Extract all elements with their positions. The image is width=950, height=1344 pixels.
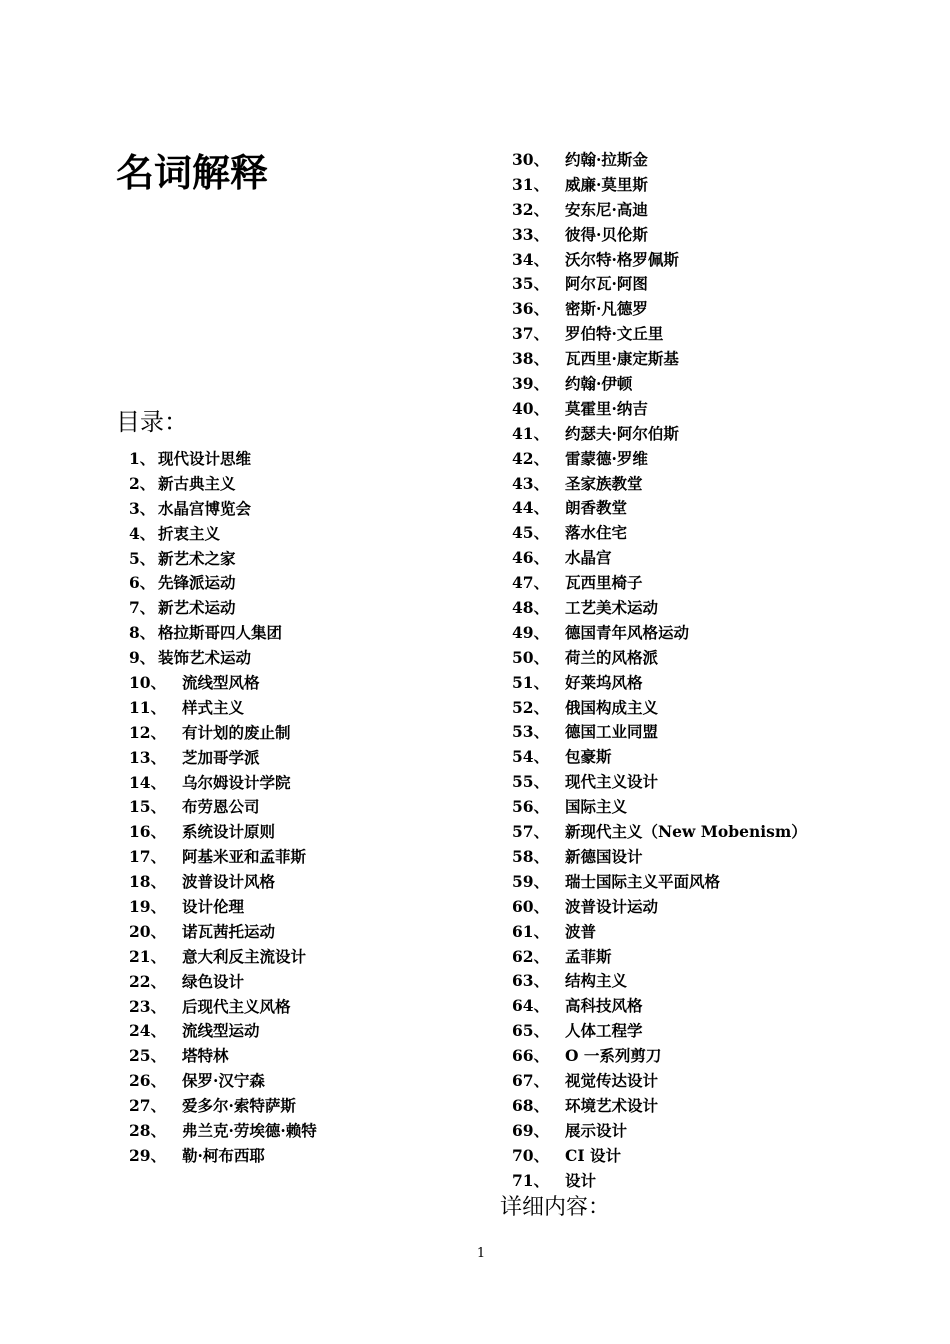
toc-item-text: 圣家族教堂	[565, 473, 643, 493]
toc-item-text: 阿基米亚和孟菲斯	[182, 847, 307, 867]
toc-item-text: 瓦西里·康定斯基	[565, 349, 679, 369]
toc-item-number: 46、	[512, 548, 550, 568]
toc-item	[129, 1094, 479, 1119]
toc-item-number: 54、	[512, 747, 550, 767]
toc-item-text: 雷蒙德·罗维	[565, 448, 648, 468]
toc-item	[129, 472, 479, 497]
toc-item-number: 66、	[512, 1046, 550, 1066]
toc-item-text: 诺瓦茜托运动	[182, 921, 276, 941]
toc-list-right	[512, 148, 932, 1193]
toc-item-text: 流线型运动	[182, 1021, 260, 1041]
toc-item-text: 德国工业同盟	[565, 722, 659, 742]
toc-item-text: 保罗·汉宁森	[182, 1071, 265, 1091]
toc-item	[129, 795, 479, 820]
toc-item-number: 62、	[512, 946, 550, 966]
toc-item	[129, 571, 479, 596]
toc-item-text: 爱多尔·索特萨斯	[182, 1096, 296, 1116]
toc-item-text: 格拉斯哥四人集团	[158, 623, 283, 643]
toc-item-number: 3、	[129, 498, 156, 518]
toc-item-number: 21、	[129, 946, 167, 966]
toc-item	[129, 970, 479, 995]
toc-item-number: 67、	[512, 1070, 550, 1090]
toc-item-number: 71、	[512, 1170, 550, 1190]
toc-item	[512, 223, 932, 248]
toc-item-text: 朗香教堂	[565, 498, 628, 518]
toc-item-text: 人体工程学	[565, 1021, 643, 1041]
toc-item	[129, 596, 479, 621]
toc-item	[512, 148, 932, 173]
toc-item-number: 52、	[512, 697, 550, 717]
toc-item-number: 32、	[512, 199, 550, 219]
toc-item	[512, 173, 932, 198]
page-number: 1	[476, 1246, 486, 1261]
toc-item-text: 彼得·贝伦斯	[565, 224, 648, 244]
toc-item-number: 68、	[512, 1095, 550, 1115]
toc-item	[129, 1019, 479, 1044]
toc-item	[129, 721, 479, 746]
toc-item-number: 40、	[512, 398, 550, 418]
toc-item	[129, 895, 479, 920]
toc-item	[512, 696, 932, 721]
toc-item	[512, 646, 932, 671]
toc-item-text: 设计伦理	[182, 897, 245, 917]
toc-item-number: 58、	[512, 846, 550, 866]
toc-item-text: 俄国构成主义	[565, 697, 659, 717]
toc-item	[512, 297, 932, 322]
toc-item-number: 37、	[512, 324, 550, 344]
toc-item-text: 阿尔瓦·阿图	[565, 274, 648, 294]
toc-item-number: 33、	[512, 224, 550, 244]
toc-item	[512, 870, 932, 895]
toc-item-number: 48、	[512, 598, 550, 618]
toc-item-number: 41、	[512, 423, 550, 443]
toc-item-text: 装饰艺术运动	[158, 648, 252, 668]
toc-item-number: 16、	[129, 822, 167, 842]
toc-item-number: 11、	[129, 697, 167, 717]
toc-item	[512, 845, 932, 870]
toc-item	[512, 322, 932, 347]
toc-item-number: 17、	[129, 847, 167, 867]
toc-item-number: 8、	[129, 623, 156, 643]
toc-item-text: 视觉传达设计	[565, 1070, 659, 1090]
toc-item-text: 样式主义	[182, 697, 245, 717]
toc-item-text: 波普设计风格	[182, 872, 276, 892]
toc-item-number: 53、	[512, 722, 550, 742]
toc-item	[512, 1144, 932, 1169]
toc-item	[512, 372, 932, 397]
toc-item-text: 新艺术之家	[158, 548, 236, 568]
toc-item-number: 38、	[512, 349, 550, 369]
toc-item	[512, 745, 932, 770]
toc-item-number: 28、	[129, 1121, 167, 1141]
toc-item	[129, 671, 479, 696]
toc-item-text: 新现代主义（New Mobenism）	[565, 822, 807, 842]
toc-item-number: 12、	[129, 722, 167, 742]
toc-item-text: 水晶宫	[565, 548, 612, 568]
toc-item-number: 60、	[512, 896, 550, 916]
toc-item-text: 环境艺术设计	[565, 1095, 659, 1115]
toc-item-text: 意大利反主流设计	[182, 946, 307, 966]
toc-item-text: 孟菲斯	[565, 946, 612, 966]
toc-item-text: 乌尔姆设计学院	[182, 772, 291, 792]
toc-item-number: 55、	[512, 772, 550, 792]
toc-item	[129, 845, 479, 870]
toc-item-text: 先锋派运动	[158, 573, 236, 593]
toc-item-text: 设计	[565, 1170, 597, 1190]
toc-item	[129, 1069, 479, 1094]
toc-item	[512, 1019, 932, 1044]
toc-item-number: 7、	[129, 598, 156, 618]
toc-item-number: 5、	[129, 548, 156, 568]
toc-item-number: 22、	[129, 971, 167, 991]
toc-item	[512, 546, 932, 571]
toc-item-number: 69、	[512, 1120, 550, 1140]
toc-item	[129, 746, 479, 771]
toc-item-number: 10、	[129, 673, 167, 692]
toc-item-number: 30、	[512, 150, 550, 169]
toc-item-text: 高科技风格	[565, 996, 643, 1016]
toc-item	[512, 795, 932, 820]
toc-item-number: 47、	[512, 573, 550, 593]
toc-item	[512, 596, 932, 621]
toc-item-text: 芝加哥学派	[182, 747, 260, 767]
toc-item-number: 13、	[129, 747, 167, 767]
toc-item	[512, 671, 932, 696]
toc-item	[512, 1044, 932, 1069]
toc-item-text: 工艺美术运动	[565, 598, 659, 618]
toc-item	[129, 771, 479, 796]
toc-item-text: 包豪斯	[565, 747, 612, 767]
toc-item-number: 24、	[129, 1021, 167, 1041]
toc-item-text: 塔特林	[182, 1046, 229, 1066]
toc-item-text: 新德国设计	[565, 846, 643, 866]
toc-item-number: 51、	[512, 672, 550, 692]
toc-item-number: 4、	[129, 523, 156, 543]
toc-item-number: 61、	[512, 921, 550, 941]
toc-item-number: 59、	[512, 871, 550, 891]
toc-item-number: 20、	[129, 921, 167, 941]
toc-item-text: 新古典主义	[158, 473, 236, 493]
toc-item-text: 密斯·凡德罗	[565, 299, 648, 319]
toc-item-number: 9、	[129, 648, 156, 668]
toc-item-text: 展示设计	[565, 1120, 628, 1140]
toc-item-text: 弗兰克·劳埃德·赖特	[182, 1121, 317, 1141]
toc-item	[512, 621, 932, 646]
toc-item-number: 35、	[512, 274, 550, 294]
toc-item	[512, 1069, 932, 1094]
toc-item	[512, 521, 932, 546]
toc-item-text: O 一系列剪刀	[565, 1046, 662, 1066]
toc-item	[512, 1094, 932, 1119]
toc-item	[129, 920, 479, 945]
toc-item	[512, 347, 932, 372]
toc-item-number: 43、	[512, 473, 550, 493]
toc-item-text: 现代主义设计	[565, 772, 659, 792]
toc-item-text: 水晶宫博览会	[158, 498, 252, 518]
toc-list-left-single	[129, 447, 479, 671]
toc-item-number: 6、	[129, 573, 156, 593]
toc-item	[129, 547, 479, 572]
toc-item-number: 64、	[512, 996, 550, 1016]
toc-item-number: 34、	[512, 249, 550, 269]
toc-item-number: 57、	[512, 822, 550, 842]
toc-item-text: 现代设计思维	[158, 449, 252, 468]
toc-item	[129, 870, 479, 895]
toc-item-text: 安东尼·高迪	[565, 199, 648, 219]
toc-item	[512, 198, 932, 223]
toc-item-number: 29、	[129, 1145, 167, 1165]
toc-item-number: 44、	[512, 498, 550, 518]
toc-item-text: 波普设计运动	[565, 896, 659, 916]
toc-item-number: 45、	[512, 523, 550, 543]
toc-item	[129, 696, 479, 721]
toc-item-text: 后现代主义风格	[182, 996, 291, 1016]
toc-item-number: 56、	[512, 797, 550, 817]
toc-item-number: 42、	[512, 448, 550, 468]
toc-item-number: 1、	[129, 449, 156, 468]
toc-item-text: 瑞士国际主义平面风格	[565, 871, 721, 891]
toc-item	[512, 422, 932, 447]
toc-item-text: 系统设计原则	[182, 822, 276, 842]
toc-item-number: 70、	[512, 1145, 550, 1165]
toc-item-text: 新艺术运动	[158, 598, 236, 618]
toc-item-number: 19、	[129, 897, 167, 917]
toc-item	[512, 447, 932, 472]
toc-item-text: 莫霍里·纳吉	[565, 398, 648, 418]
toc-item-number: 23、	[129, 996, 167, 1016]
page-title: 名词解释	[116, 151, 269, 195]
toc-heading: 目录：	[116, 408, 188, 436]
toc-item	[512, 571, 932, 596]
toc-item-number: 65、	[512, 1021, 550, 1041]
toc-item-text: 国际主义	[565, 797, 628, 817]
toc-item-number: 36、	[512, 299, 550, 319]
toc-item	[129, 621, 479, 646]
toc-item	[512, 272, 932, 297]
toc-item	[512, 969, 932, 994]
toc-item	[129, 1044, 479, 1069]
toc-item-number: 50、	[512, 647, 550, 667]
toc-item-number: 31、	[512, 174, 550, 194]
toc-item	[512, 820, 932, 845]
toc-item-number: 2、	[129, 473, 156, 493]
toc-item-number: 14、	[129, 772, 167, 792]
toc-item-number: 15、	[129, 797, 167, 817]
toc-item-text: 落水住宅	[565, 523, 628, 543]
toc-item-text: 波普	[565, 921, 597, 941]
toc-item-text: 勒·柯布西耶	[182, 1145, 265, 1165]
toc-item	[129, 945, 479, 970]
toc-item-text: 结构主义	[565, 971, 628, 991]
toc-item	[129, 820, 479, 845]
toc-item	[512, 472, 932, 497]
toc-item-text: 有计划的废止制	[182, 722, 291, 742]
toc-item-number: 25、	[129, 1046, 167, 1066]
toc-item-text: 好莱坞风格	[565, 672, 643, 692]
toc-item	[512, 945, 932, 970]
toc-item	[129, 1119, 479, 1144]
toc-item-number: 63、	[512, 971, 550, 991]
toc-item-text: 折衷主义	[158, 523, 221, 543]
toc-item-text: 流线型风格	[182, 673, 260, 692]
toc-item	[512, 994, 932, 1019]
detail-heading: 详细内容：	[500, 1195, 611, 1220]
toc-item-number: 27、	[129, 1096, 167, 1116]
toc-item-text: 布劳恩公司	[182, 797, 260, 817]
toc-item-text: 德国青年风格运动	[565, 622, 690, 642]
toc-item	[129, 1144, 479, 1169]
toc-item	[129, 447, 479, 472]
toc-item-text: 约瑟夫·阿尔伯斯	[565, 423, 679, 443]
toc-item	[512, 496, 932, 521]
toc-item	[512, 770, 932, 795]
toc-item-text: 约翰·伊顿	[565, 374, 633, 394]
toc-item-number: 26、	[129, 1071, 167, 1091]
toc-item	[129, 522, 479, 547]
toc-item-text: 约翰·拉斯金	[565, 150, 648, 169]
toc-item	[512, 720, 932, 745]
toc-item	[129, 497, 479, 522]
toc-item	[512, 397, 932, 422]
toc-item-text: CI 设计	[565, 1145, 621, 1165]
toc-item-text: 瓦西里椅子	[565, 573, 643, 593]
toc-item	[512, 248, 932, 273]
toc-item	[512, 1119, 932, 1144]
toc-item	[512, 1169, 932, 1194]
toc-item-text: 威廉·莫里斯	[565, 174, 648, 194]
toc-item	[512, 920, 932, 945]
toc-list-left-double	[129, 671, 479, 1169]
toc-item	[129, 646, 479, 671]
toc-item-number: 39、	[512, 374, 550, 394]
toc-item-number: 49、	[512, 622, 550, 642]
toc-item-text: 罗伯特·文丘里	[565, 324, 664, 344]
toc-item-text: 沃尔特·格罗佩斯	[565, 249, 679, 269]
toc-item-text: 荷兰的风格派	[565, 647, 659, 667]
toc-item-text: 绿色设计	[182, 971, 245, 991]
toc-item	[129, 995, 479, 1020]
toc-item-number: 18、	[129, 872, 167, 892]
toc-item	[512, 895, 932, 920]
